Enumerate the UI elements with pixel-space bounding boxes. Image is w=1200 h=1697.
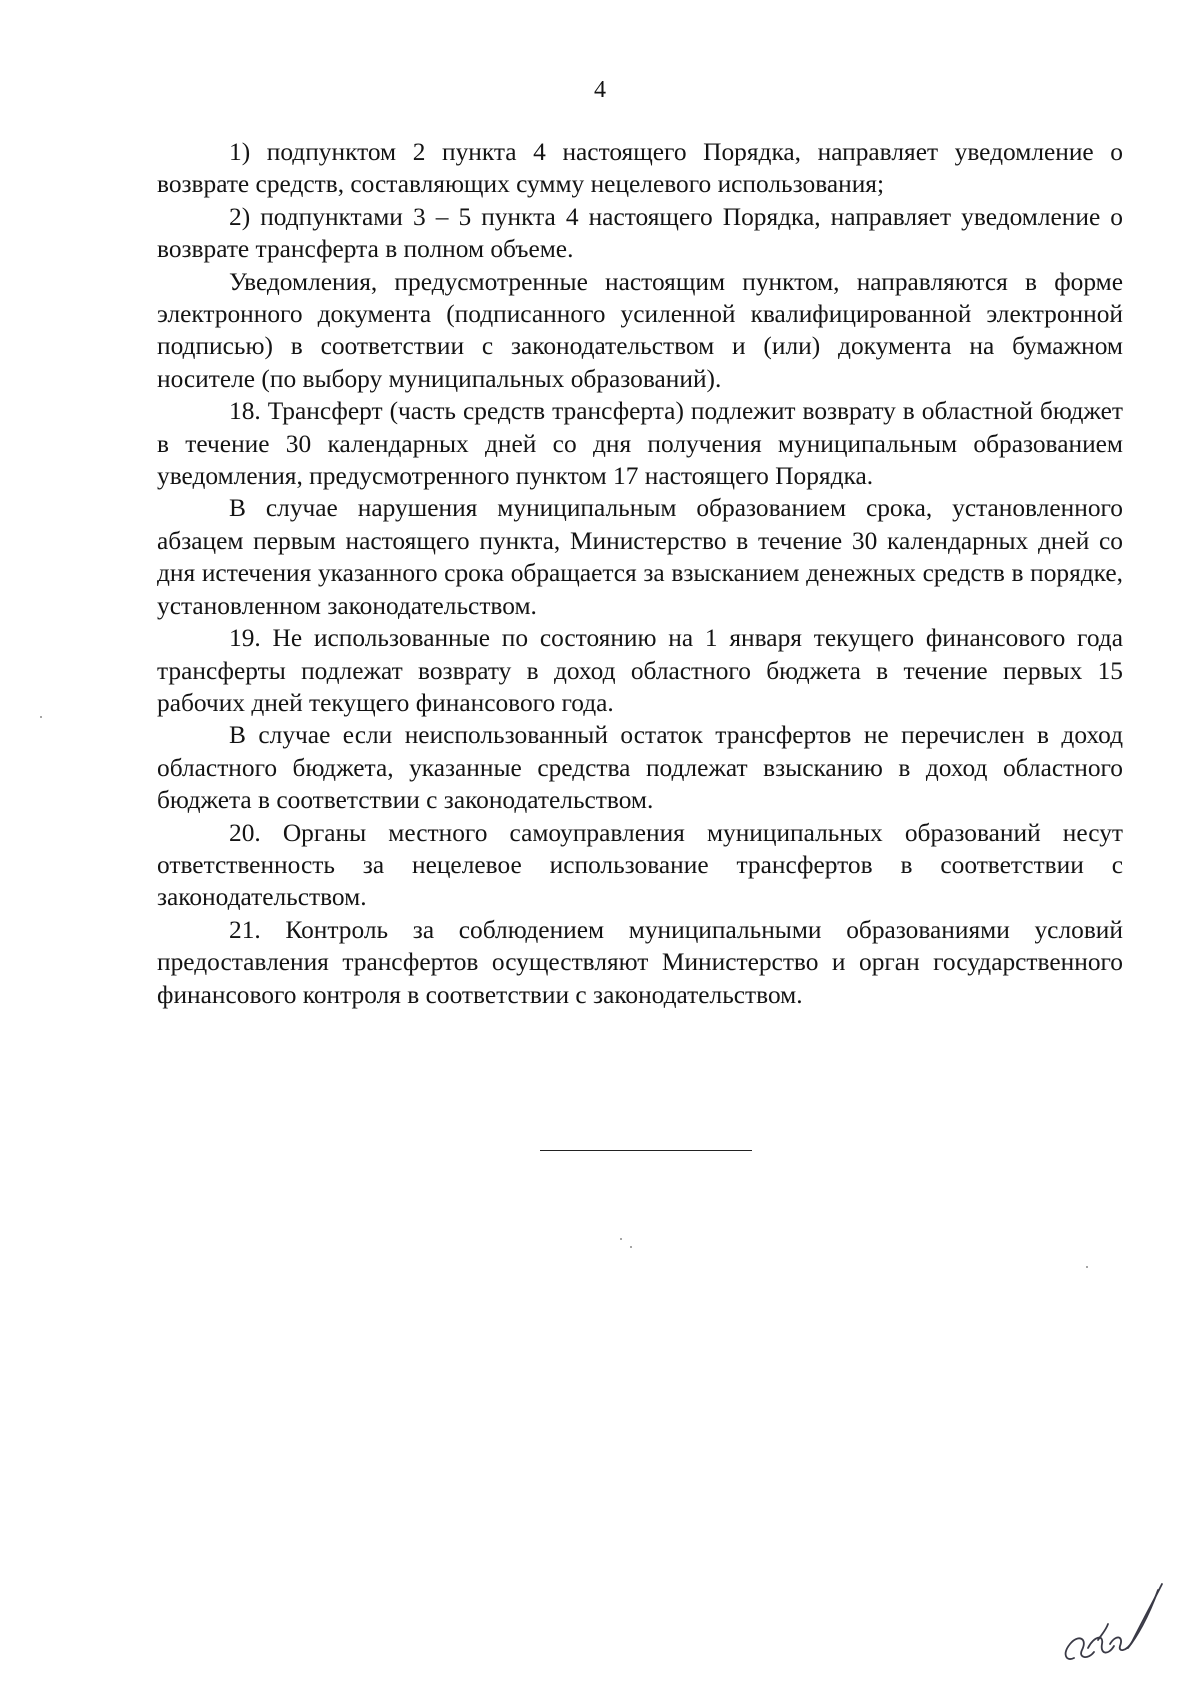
scan-speck <box>1086 1266 1088 1268</box>
paragraph-2: 2) подпунктами 3 – 5 пункта 4 настоящего Порядка, направляет уведомление о возврате трансферта в полном объеме. <box>157 202 1123 264</box>
document-body <box>157 136 1123 1011</box>
paragraph-5: В случае нарушения муниципальным образованием срока, установленного абзацем первым настоящего пункта, Министерство в течение 30 календарных дней со дня истечения указанного срока обращается за взысканием денежных средств в порядке, установленном законодательством. <box>157 494 1123 620</box>
scan-speck <box>630 1246 632 1248</box>
paragraph-3: Уведомления, предусмотренные настоящим пунктом, направляются в форме электронного документа (подписанного усиленной квалифицированной электронной подписью) в соответствии с законодательством и (или) документа на бумажном носителе (по выбору муниципальных образований). <box>157 267 1123 393</box>
scan-speck <box>620 1238 622 1240</box>
handwritten-signature-icon <box>1058 1578 1168 1670</box>
page-number: 4 <box>594 77 606 103</box>
paragraph-6: 19. Не использованные по состоянию на 1 января текущего финансового года трансферты подлежат возврату в доход областного бюджета в течение первых 15 рабочих дней текущего финансового года. <box>157 624 1123 717</box>
paragraph-8: 20. Органы местного самоуправления муниципальных образований несут ответственность за нецелевое использование трансфертов в соответствии с законодательством. <box>157 818 1123 912</box>
paragraph-9: 21. Контроль за соблюдением муниципальными образованиями условий предоставления трансфертов осуществляют Министерство и орган государственного финансового контроля в соответствии с законодательством. <box>157 915 1123 1009</box>
end-separator-line <box>540 1150 752 1151</box>
paragraph-4: 18. Трансферт (часть средств трансферта) подлежит возврату в областной бюджет в течение 30 календарных дней со дня получения муниципальным образованием уведомления, предусмотренного пунктом 17 настоящего Порядка. <box>157 397 1123 491</box>
scan-speck <box>40 716 42 718</box>
paragraph-7: В случае если неиспользованный остаток трансфертов не перечислен в доход областного бюджета, указанные средства подлежат взысканию в доход областного бюджета в соответствии с законодательством. <box>157 721 1123 815</box>
paragraph-1: 1) подпунктом 2 пункта 4 настоящего Порядка, направляет уведомление о возврате средств, составляющих сумму нецелевого использования; <box>157 138 1123 199</box>
